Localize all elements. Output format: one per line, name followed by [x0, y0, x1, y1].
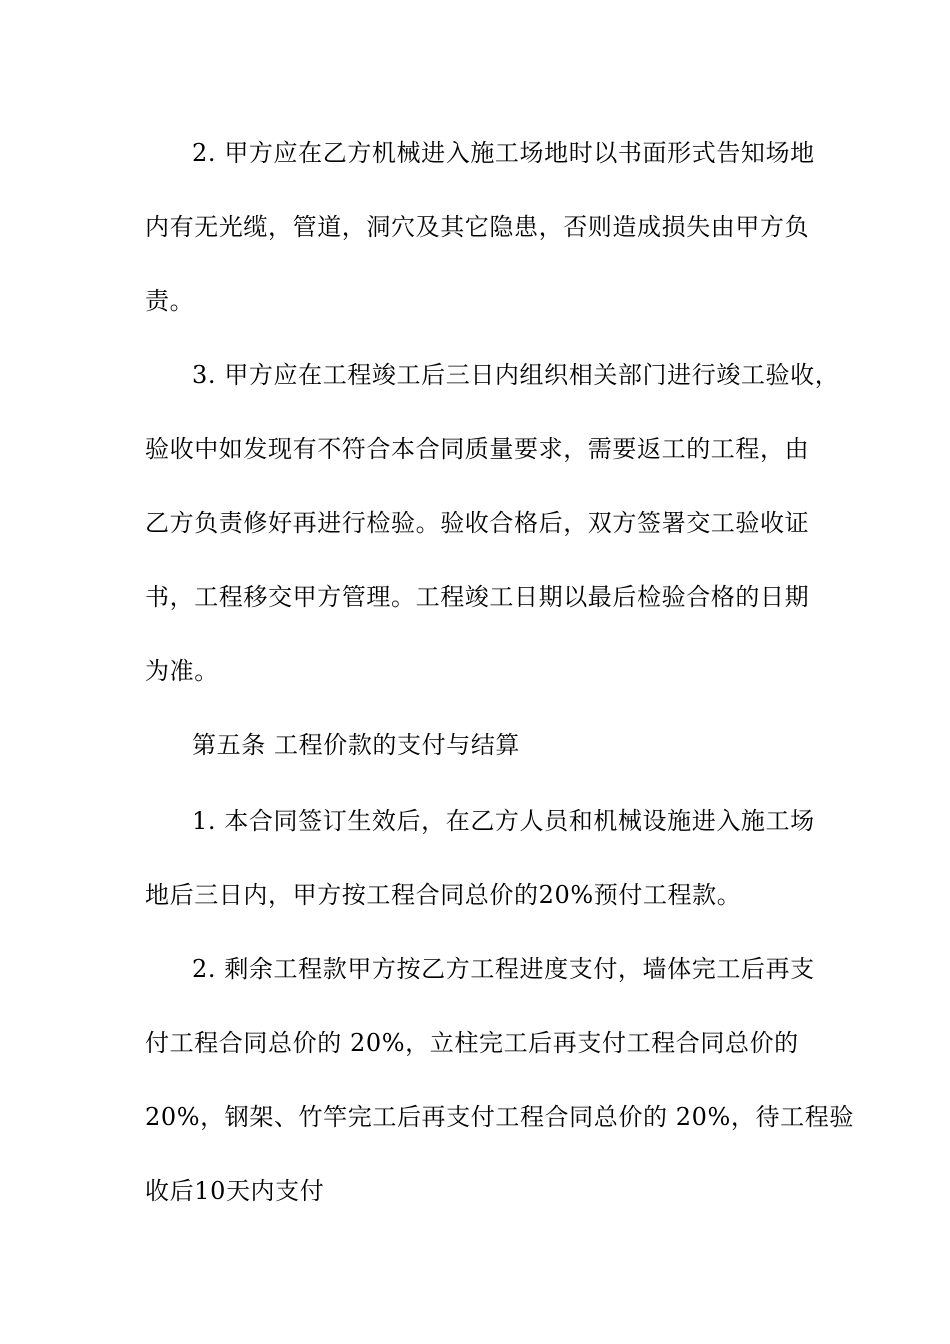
paragraph-3-line-5: 为准。 [145, 657, 219, 685]
paragraph-3-line-2: 验收中如发现有不符合本合同质量要求，需要返工的工程，由 [145, 435, 810, 463]
paragraph-3-line-3: 乙方负责修好再进行检验。验收合格后，双方签署交工验收证 [145, 509, 810, 537]
article-5-heading: 第五条 工程价款的支付与结算 [192, 731, 521, 759]
payment-item-2-line-3: 20%，钢架、竹竿完工后再支付工程合同总价的 20%，待工程验 [145, 1103, 854, 1131]
paragraph-2-line-1: 2. 甲方应在乙方机械进入施工场地时以书面形式告知场地 [192, 139, 815, 167]
paragraph-3-line-1: 3. 甲方应在工程竣工后三日内组织相关部门进行竣工验收， [192, 361, 840, 389]
payment-item-2-line-4: 收后10天内支付 [145, 1177, 325, 1205]
payment-item-1-line-2: 地后三日内，甲方按工程合同总价的20%预付工程款。 [145, 881, 742, 909]
payment-item-1-line-1: 1. 本合同签订生效后，在乙方人员和机械设施进入施工场 [192, 807, 815, 835]
paragraph-3-line-4: 书，工程移交甲方管理。工程竣工日期以最后检验合格的日期 [145, 583, 810, 611]
payment-item-2-line-2: 付工程合同总价的 20%，立柱完工后再支付工程合同总价的 [145, 1029, 799, 1057]
paragraph-2-line-2: 内有无光缆，管道，洞穴及其它隐患，否则造成损失由甲方负 [145, 213, 810, 241]
paragraph-2-line-3: 责。 [145, 287, 195, 315]
payment-item-2-line-1: 2. 剩余工程款甲方按乙方工程进度支付，墙体完工后再支 [192, 955, 815, 983]
